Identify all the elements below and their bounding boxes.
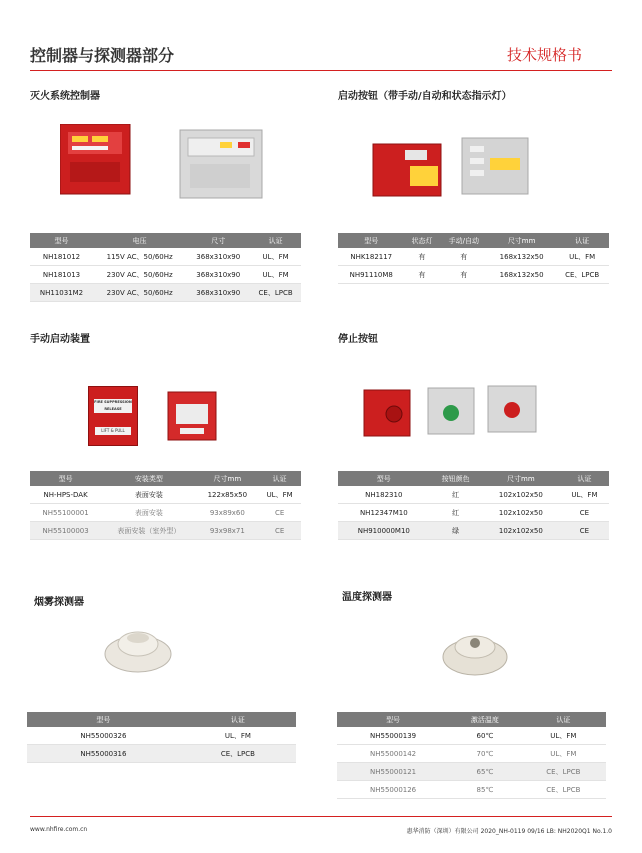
col-header-size: 尺寸mm: [196, 471, 258, 486]
cell-cert: CE、LPCB: [250, 284, 301, 302]
table-row: [338, 486, 609, 504]
table-row: [30, 266, 301, 284]
cell-voltage: 115V AC、50/60Hz: [93, 248, 186, 266]
cell-size: 168x132x50: [488, 248, 555, 266]
cell-size: 93x89x60: [196, 504, 258, 522]
cell-model: NH182310: [338, 486, 430, 504]
col-header-cert: 认证: [560, 471, 609, 486]
start-button-images: [370, 134, 535, 198]
col-header-model: 型号: [27, 712, 180, 727]
cell-mount-type: 表面安装（室外型）: [101, 522, 196, 540]
cell-mount-type: 表面安装: [101, 504, 196, 522]
col-header-cert: 认证: [258, 471, 301, 486]
cell-model: NH181013: [30, 266, 93, 284]
cell-model: NH55000121: [337, 763, 449, 781]
col-header-model: 型号: [30, 233, 93, 248]
start-button-spec-table: [338, 233, 609, 284]
cell-activation-temp: 85℃: [449, 781, 521, 799]
cell-cert: CE: [258, 522, 301, 540]
col-header-mount-type: 安装类型: [101, 471, 196, 486]
col-header-cert: 认证: [521, 712, 606, 727]
col-header-model: 型号: [338, 471, 430, 486]
cell-button-color: 绿: [430, 522, 482, 540]
cell-model: NH55000126: [337, 781, 449, 799]
cell-size: 368x310x90: [186, 284, 250, 302]
cell-cert: UL、FM: [250, 248, 301, 266]
cell-model: NHK182117: [338, 248, 404, 266]
cell-cert: UL、FM: [521, 745, 606, 763]
smoke-detector-image: [102, 620, 174, 676]
section-title-fire-panel: 灭火系统控制器: [30, 91, 100, 102]
table-row: [30, 522, 301, 540]
cell-model: NH55000142: [337, 745, 449, 763]
stop-button-images: [360, 384, 540, 440]
page-title: 控制器与探测器部分: [30, 46, 175, 65]
cell-cert: UL、FM: [521, 727, 606, 745]
footer-document-info: 惠华消防（深圳）有限公司 2020_NH-0119 09/16 LB: NH2020Q1 No.1.0: [406, 828, 612, 835]
cell-button-color: 红: [430, 504, 482, 522]
col-header-manual-auto: 手动/自动: [440, 233, 488, 248]
section-title-manual-release: 手动启动装置: [30, 334, 90, 345]
release-panel-sublabel: LIFT & PULL: [95, 427, 131, 435]
manual-call-point-image: [166, 390, 220, 444]
col-header-cert: 认证: [250, 233, 301, 248]
table-header-row: [338, 233, 609, 248]
table-row: [30, 486, 301, 504]
cell-model: NH910000M10: [338, 522, 430, 540]
cell-size: 368x310x90: [186, 266, 250, 284]
header-divider: [30, 70, 612, 71]
cell-activation-temp: 70℃: [449, 745, 521, 763]
cell-status-light: 有: [404, 248, 439, 266]
cell-voltage: 230V AC、50/60Hz: [93, 284, 186, 302]
footer-website: www.nhfire.com.cn: [30, 826, 88, 833]
cell-activation-temp: 65℃: [449, 763, 521, 781]
cell-size: 102x102x50: [482, 522, 560, 540]
fire-panel-spec-table: [30, 233, 301, 302]
cell-size: 102x102x50: [482, 486, 560, 504]
cell-button-color: 红: [430, 486, 482, 504]
col-header-button-color: 按钮颜色: [430, 471, 482, 486]
cell-model: NH-HPS-DAK: [30, 486, 101, 504]
section-title-start-button: 启动按钮（带手动/自动和状态指示灯）: [338, 91, 512, 102]
table-row: [338, 522, 609, 540]
table-row: [338, 504, 609, 522]
cell-manual-auto: 有: [440, 266, 488, 284]
cell-size: 368x310x90: [186, 248, 250, 266]
manual-release-panel-image: [88, 386, 138, 446]
table-row: [338, 248, 609, 266]
col-header-size: 尺寸mm: [488, 233, 555, 248]
table-header-row: [30, 471, 301, 486]
cell-cert: CE、LPCB: [521, 763, 606, 781]
cell-activation-temp: 60℃: [449, 727, 521, 745]
col-header-status-light: 状态灯: [404, 233, 439, 248]
cell-cert: CE: [560, 522, 609, 540]
cell-cert: UL、FM: [258, 486, 301, 504]
cell-size: 93x98x71: [196, 522, 258, 540]
cell-cert: UL、FM: [555, 248, 609, 266]
table-row: [30, 504, 301, 522]
cell-size: 168x132x50: [488, 266, 555, 284]
col-header-activation-temp: 激活温度: [449, 712, 521, 727]
table-row: [30, 248, 301, 266]
cell-model: NH55000139: [337, 727, 449, 745]
cell-model: NH55100001: [30, 504, 101, 522]
section-title-stop-button: 停止按钮: [338, 334, 378, 345]
cell-model: NH181012: [30, 248, 93, 266]
cell-model: NH91110M8: [338, 266, 404, 284]
cell-cert: UL、FM: [250, 266, 301, 284]
cell-cert: CE、LPCB: [521, 781, 606, 799]
table-header-row: [337, 712, 606, 727]
footer-divider: [30, 816, 612, 817]
cell-cert: CE: [258, 504, 301, 522]
cell-mount-type: 表面安装: [101, 486, 196, 504]
col-header-model: 型号: [338, 233, 404, 248]
table-row: [337, 745, 606, 763]
table-header-row: [30, 233, 301, 248]
col-header-cert: 认证: [555, 233, 609, 248]
col-header-size: 尺寸: [186, 233, 250, 248]
table-row: [27, 745, 296, 763]
spec-sheet-tag: 技术规格书: [506, 46, 582, 64]
section-title-heat-detector: 温度探测器: [342, 592, 392, 603]
table-header-row: [27, 712, 296, 727]
col-header-model: 型号: [30, 471, 101, 486]
cell-cert: UL、FM: [560, 486, 609, 504]
release-panel-label: FIRE SUPPRESSION RELEASE: [94, 400, 132, 411]
cell-manual-auto: 有: [440, 248, 488, 266]
cell-voltage: 230V AC、50/60Hz: [93, 266, 186, 284]
heat-detector-image: [440, 625, 510, 680]
section-title-smoke-detector: 烟雾探测器: [34, 597, 84, 608]
cell-model: NH55000326: [27, 727, 180, 745]
col-header-model: 型号: [337, 712, 449, 727]
cell-model: NH55100003: [30, 522, 101, 540]
cell-cert: CE、LPCB: [555, 266, 609, 284]
cell-cert: CE: [560, 504, 609, 522]
table-row: [337, 781, 606, 799]
cell-model: NH55000316: [27, 745, 180, 763]
cell-status-light: 有: [404, 266, 439, 284]
table-row: [27, 727, 296, 745]
table-row: [337, 763, 606, 781]
col-header-cert: 认证: [180, 712, 296, 727]
cell-model: NH12347M10: [338, 504, 430, 522]
table-header-row: [338, 471, 609, 486]
cell-cert: UL、FM: [180, 727, 296, 745]
smoke-detector-spec-table: [27, 712, 296, 763]
table-row: [337, 727, 606, 745]
stop-button-spec-table: [338, 471, 609, 540]
cell-size: 102x102x50: [482, 504, 560, 522]
manual-release-spec-table: [30, 471, 301, 540]
col-header-voltage: 电压: [93, 233, 186, 248]
fire-panel-images: [60, 124, 270, 200]
table-row: [338, 266, 609, 284]
table-row: [30, 284, 301, 302]
col-header-size: 尺寸mm: [482, 471, 560, 486]
cell-size: 122x85x50: [196, 486, 258, 504]
cell-model: NH11031M2: [30, 284, 93, 302]
cell-cert: CE、LPCB: [180, 745, 296, 763]
heat-detector-spec-table: [337, 712, 606, 799]
